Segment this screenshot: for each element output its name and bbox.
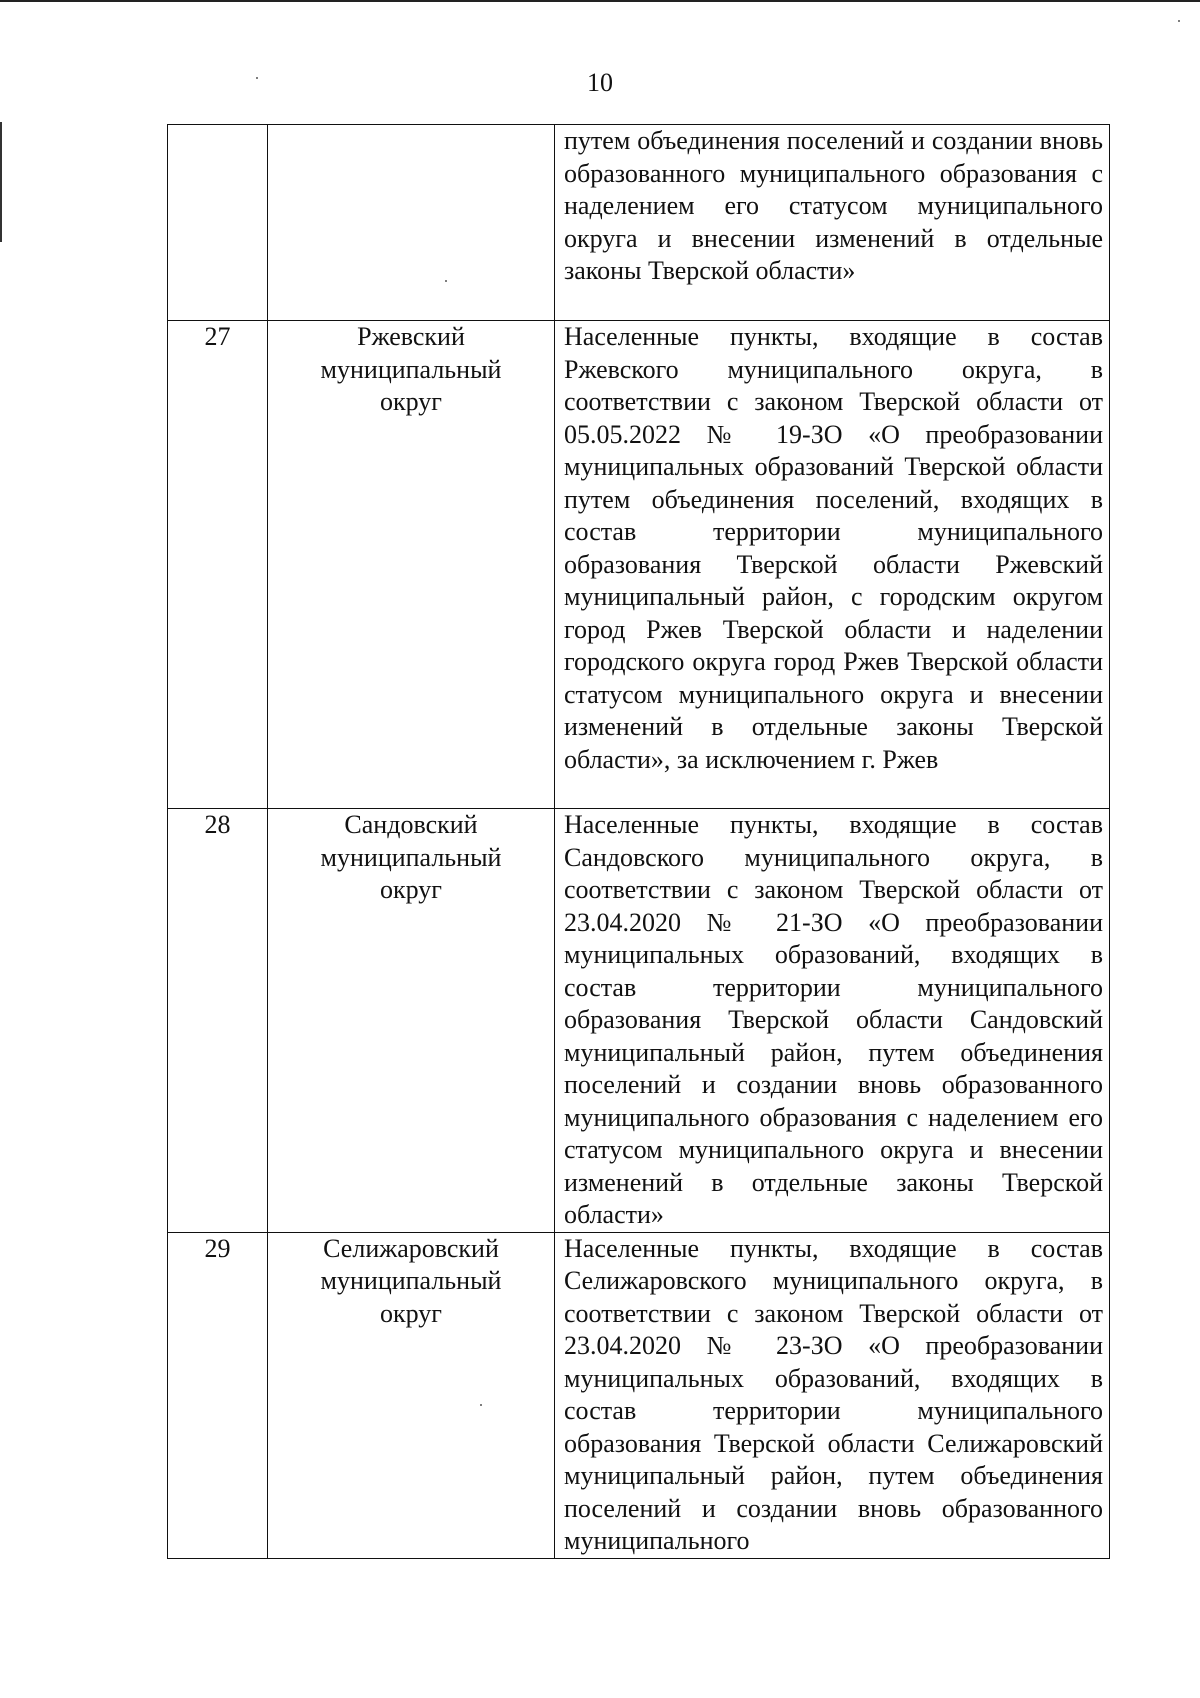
row-number: 27 (168, 321, 268, 809)
district-name-line: округ (380, 387, 442, 416)
page-number: 10 (587, 68, 613, 97)
row-description: Населенные пункты, входящие в состав Сандовского муниципального округа, в соответствии с законом Тверской области от 23.04.2020 № 21-ЗО «О преобразовании муниципальных образований, входящих в состав территории муниципального образования Тверской области Сандовский муниципальный район, путем объединения поселений и создании вновь образованного муниципального образования с наделением его статусом муниципального округа и внесении изменений в отдельные законы Тверской области» (555, 809, 1110, 1233)
table-row (168, 125, 1110, 321)
row-number: 29 (168, 1232, 268, 1558)
district-name-line: округ (380, 1298, 442, 1328)
row-number: 28 (168, 809, 268, 1233)
row-description: Населенные пункты, входящие в состав Селижаровского муниципального округа, в соответствии с законом Тверской области от 23.04.2020 № 23-ЗО «О преобразовании муниципальных образований, входящих в состав территории муниципального образования Тверской области Селижаровский муниципальный район, путем объединения поселений и создании вновь образованного муниципального (555, 1232, 1110, 1558)
row-description: Населенные пункты, входящие в состав Ржевского муниципального округа, в соответствии с законом Тверской области от 05.05.2022 № 19-ЗО «О преобразовании муниципальных образований Тверской области путем объединения поселений, входящих в состав территории муниципального образования Тверской области Ржевский муниципальный район, с городским округом город Ржев Тверской области и наделении городского округа город Ржев Тверской области статусом муниципального округа и внесении изменений в отдельные законы Тверской области», за исключением г. Ржев (555, 321, 1110, 809)
district-name (268, 321, 555, 809)
district-name-line: округ (380, 875, 442, 904)
page-left-edge-mark (0, 122, 2, 242)
row-number (168, 125, 268, 321)
settlements-table (167, 124, 1110, 1559)
district-name (268, 125, 555, 321)
table-row (168, 1232, 1110, 1558)
district-name-line: Сандовский (344, 810, 478, 839)
district-name-line: муниципальный (320, 842, 502, 872)
district-name-line: Селижаровский (323, 1233, 499, 1263)
district-name (268, 809, 555, 1233)
row-description: путем объединения поселений и создании вновь образованного муниципального образования с наделением его статусом муниципального округа и внесении изменений в отдельные законы Тверской области» (555, 125, 1110, 321)
table-row (168, 809, 1110, 1233)
district-name-line: Ржевский (357, 322, 465, 351)
table-row (168, 321, 1110, 809)
district-name-line: муниципальный (320, 1266, 502, 1295)
district-name (268, 1232, 555, 1558)
district-name-line: муниципальный (320, 354, 502, 384)
page-top-edge (0, 0, 1200, 2)
scan-speck (1178, 20, 1180, 22)
